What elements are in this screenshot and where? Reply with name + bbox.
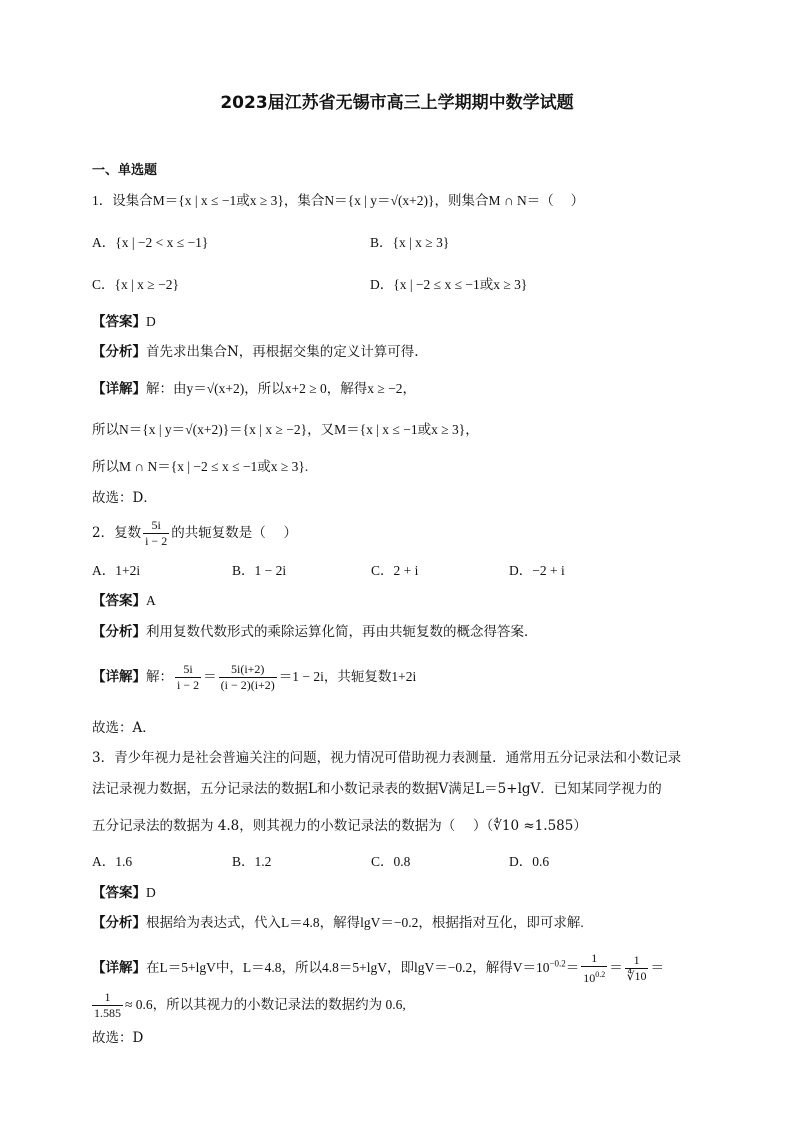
- q2-stem-pre: 2．复数: [92, 525, 142, 541]
- q1-answer: [92, 313, 156, 331]
- q2-option-a: A．1+2i: [92, 563, 141, 578]
- q3-detail-2: [92, 990, 406, 1021]
- q2-conclusion: 故选：A．: [92, 720, 156, 736]
- q1-detail-1: [92, 380, 416, 398]
- denominator-exponent: 0.2: [595, 970, 606, 979]
- q2-detail-fraction-1: [175, 662, 201, 693]
- fraction-numerator: 1: [625, 953, 649, 969]
- fraction-denominator: i − 2: [177, 678, 200, 692]
- q1-option-a: A．{x | −2 < x ≤ −1}: [92, 235, 209, 250]
- exponent: −0.2: [549, 958, 566, 969]
- fraction-denominator: ∜10: [626, 969, 647, 983]
- fraction-denominator: i − 2: [145, 534, 168, 548]
- q3-answer: [92, 884, 156, 902]
- q1-option-d: D．{x | −2 ≤ x ≤ −1或x ≥ 3}: [370, 277, 528, 292]
- fraction-numerator: 5i: [143, 518, 169, 534]
- fraction-denominator: (i − 2)(i+2): [220, 678, 275, 692]
- q1-option-c: C．{x | x ≥ −2}: [92, 277, 179, 292]
- q3-fraction-3: [92, 990, 123, 1021]
- answer-tag: 【答案】: [92, 314, 146, 330]
- detail-tag: 【详解】: [92, 960, 146, 976]
- q3-line-3: 五分记录法的数据为 4.8，则其视力的小数记录法的数据为（ ）（∜10 ≈1.585）: [92, 818, 587, 834]
- equals-sign: ＝: [565, 960, 580, 975]
- q2-stem-post: 的共轭复数是（ ）: [171, 525, 297, 541]
- q3-option-d: D．0.6: [509, 854, 550, 869]
- q3-option-c: C．0.8: [371, 854, 411, 869]
- q2-stem-fraction: [143, 518, 169, 549]
- equals-sign: ＝: [609, 960, 623, 975]
- analysis-text: 利用复数代数形式的乘除运算化简，再由共轭复数的概念得答案．: [146, 624, 538, 640]
- q1-stem: 1．设集合M＝{x | x ≤ −1或x ≥ 3}，集合N＝{x | y＝√(x+2)}，则集合M ∩ N＝（ ）: [92, 193, 585, 208]
- q3-detail-1: [92, 951, 664, 986]
- q1-analysis: [92, 343, 419, 361]
- detail-text: ≈ 0.6，所以其视力的小数记录法的数据约为 0.6,: [125, 997, 406, 1012]
- fraction-denominator: [581, 967, 607, 986]
- q3-line-1: 3．青少年视力是社会普遍关注的问题，视力情况可借助视力表测量．通常用五分记录法和小数记录: [92, 750, 682, 766]
- document-title: 2023届江苏省无锡市高三上学期期中数学试题: [220, 93, 574, 113]
- answer-tag: 【答案】: [92, 885, 146, 901]
- q2-option-c: C．2 + i: [371, 563, 419, 578]
- fraction-numerator: 5i(i+2): [219, 662, 277, 678]
- analysis-text: 首先求出集合N，再根据交集的定义计算可得.: [146, 344, 419, 360]
- q3-fraction-1: [581, 951, 607, 986]
- section-heading: 一、单选题: [92, 163, 158, 178]
- equals-sign: ＝: [650, 960, 664, 975]
- detail-text: 解：由y＝√(x+2)，所以x+2 ≥ 0，解得x ≥ −2，: [146, 381, 417, 396]
- q2-answer: [92, 592, 156, 610]
- answer-value: D: [146, 314, 156, 329]
- fraction-numerator: 1: [581, 951, 607, 967]
- q3-conclusion: 故选：D: [92, 1030, 144, 1046]
- detail-pre: 解：: [146, 669, 173, 685]
- q1-option-b: B．{x | x ≥ 3}: [370, 235, 450, 250]
- fraction-numerator: 1: [92, 990, 123, 1006]
- analysis-tag: 【分析】: [92, 344, 146, 360]
- answer-tag: 【答案】: [92, 593, 146, 609]
- detail-text: 在L＝5+lgV中，L＝4.8，所以4.8＝5+lgV，即lgV＝−0.2，解得V＝10: [146, 960, 550, 975]
- q3-line-2: 法记录视力数据，五分记录法的数据L和小数记录表的数据V满足L＝5+lgV．已知某同学视力的: [92, 781, 662, 797]
- q2-stem: [92, 518, 297, 549]
- q2-detail: [92, 662, 416, 693]
- q1-conclusion: 故选：D．: [92, 490, 157, 506]
- q3-option-b: B．1.2: [232, 854, 272, 869]
- q2-analysis: [92, 623, 538, 641]
- q2-option-d: D．−2 + i: [509, 563, 565, 578]
- q1-detail-3: 所以M ∩ N＝{x | −2 ≤ x ≤ −1或x ≥ 3}.: [92, 459, 309, 474]
- fraction-numerator: 5i: [175, 662, 201, 678]
- detail-tag: 【详解】: [92, 381, 146, 397]
- q2-option-b: B．1 − 2i: [232, 563, 287, 578]
- detail-tag: 【详解】: [92, 669, 146, 685]
- fraction-denominator: 1.585: [94, 1006, 121, 1020]
- q3-option-a: A．1.6: [92, 854, 133, 869]
- answer-value: D: [146, 885, 156, 900]
- analysis-text: 根据给为表达式，代入L＝4.8，解得lgV＝−0.2，根据指对互化，即可求解.: [146, 915, 584, 930]
- q3-fraction-2: [625, 953, 649, 984]
- q2-detail-fraction-2: [219, 662, 277, 693]
- answer-value: A: [146, 593, 156, 608]
- analysis-tag: 【分析】: [92, 624, 146, 640]
- q3-analysis: [92, 914, 584, 932]
- denominator-base: 10: [583, 971, 596, 985]
- detail-post: ＝1 − 2i，共轭复数1+2i: [278, 669, 417, 684]
- analysis-tag: 【分析】: [92, 915, 146, 931]
- equals-sign: ＝: [203, 669, 217, 684]
- q1-detail-2: 所以N＝{x | y＝√(x+2)}＝{x | x ≥ −2}，又M＝{x | x ≤ −1或x ≥ 3}，: [92, 422, 479, 437]
